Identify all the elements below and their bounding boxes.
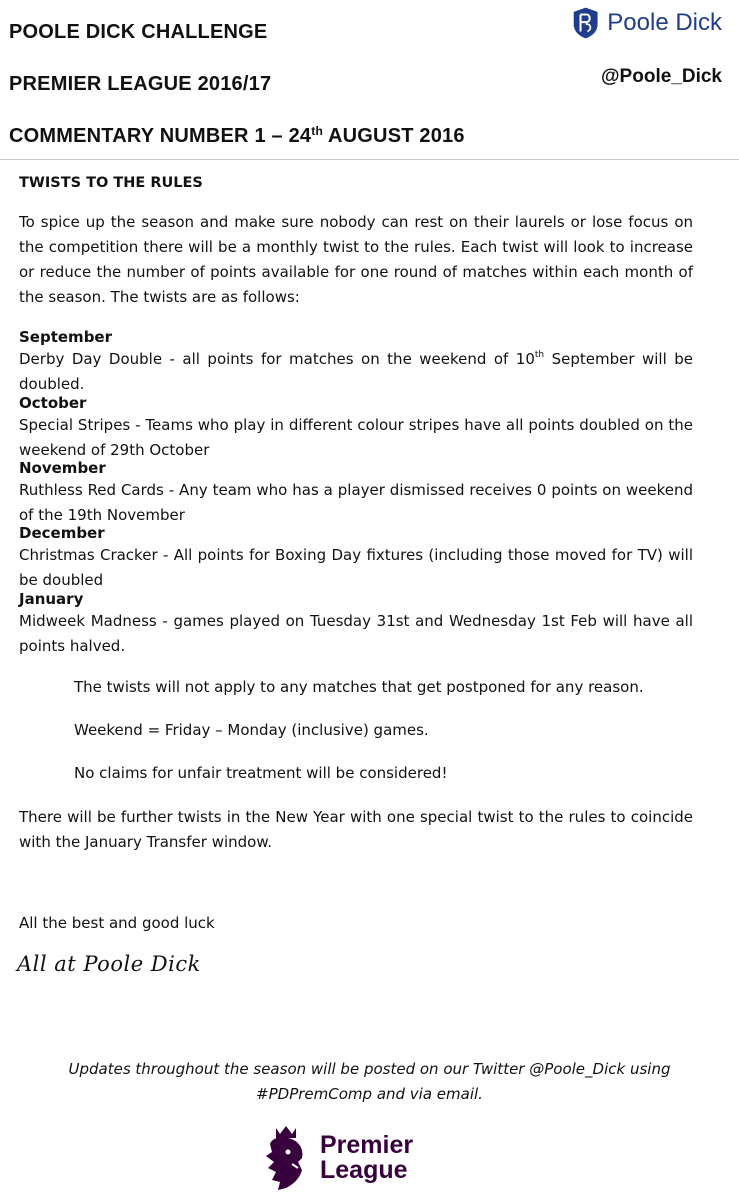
poole-dick-logo [572, 2, 722, 44]
month-january-heading: January [19, 590, 84, 608]
month-october-text: Special Stripes - Teams who play in different colour stripes have all points doubled on the weekend of 29th October [19, 416, 693, 459]
season-title: PREMIER LEAGUE 2016/17 [9, 73, 272, 95]
month-november-text: Ruthless Red Cards - Any team who has a player dismissed receives 0 points on weekend of the 19th November [19, 481, 693, 524]
good-luck-text: All the best and good luck [19, 914, 215, 932]
footer-line-1: Updates throughout the season will be posted on our Twitter @Poole_Dick using [68, 1060, 671, 1078]
month-january-text: Midweek Madness - games played on Tuesday 31st and Wednesday 1st Feb will have all points halved. [19, 612, 693, 655]
footer-note [0, 1057, 739, 1107]
premier-league-wordmark [314, 1133, 413, 1183]
premier-league-line-1: Premier [320, 1131, 414, 1159]
signature: All at Poole Dick [17, 952, 201, 976]
month-november-heading: November [19, 459, 106, 477]
month-december-text: Christmas Cracker - All points for Boxing Day fixtures (including those moved for TV) will be doubled [19, 546, 693, 589]
poole-dick-logo-text: Poole Dick [607, 9, 722, 36]
note-claims: No claims for unfair treatment will be considered! [74, 764, 448, 782]
note-postponed: The twists will not apply to any matches that get postponed for any reason. [74, 678, 644, 696]
premier-league-line-2: League [320, 1156, 408, 1184]
header-divider [0, 159, 739, 160]
doc-title: POOLE DICK CHALLENGE [9, 21, 268, 43]
footer-line-2: #PDPremComp and via email. [256, 1085, 483, 1103]
month-december-heading: December [19, 524, 105, 542]
month-september-text: Derby Day Double - all points for matches on the weekend of 10th September will be doubled. [19, 350, 693, 393]
intro-paragraph: To spice up the season and make sure nobody can rest on their laurels or lose focus on the competition there will be a monthly twist to the rules. Each twist will look to increase or reduce the number of points available for one round of matches within each month of the season. The twists are as follows: [19, 213, 693, 306]
further-twists-paragraph: There will be further twists in the New Year with one special twist to the rules to coincide with the January Transfer window. [19, 808, 693, 851]
month-october-heading: October [19, 394, 87, 412]
premier-league-logo [258, 1122, 428, 1194]
month-september-heading: September [19, 328, 112, 346]
poole-dick-shield-icon [572, 4, 599, 42]
section-title: TWISTS TO THE RULES [19, 175, 203, 191]
note-weekend: Weekend = Friday – Monday (inclusive) games. [74, 721, 429, 739]
premier-league-lion-icon [258, 1124, 314, 1192]
twitter-handle: @Poole_Dick [601, 66, 722, 87]
commentary-title: COMMENTARY NUMBER 1 – 24th AUGUST 2016 [9, 124, 465, 147]
